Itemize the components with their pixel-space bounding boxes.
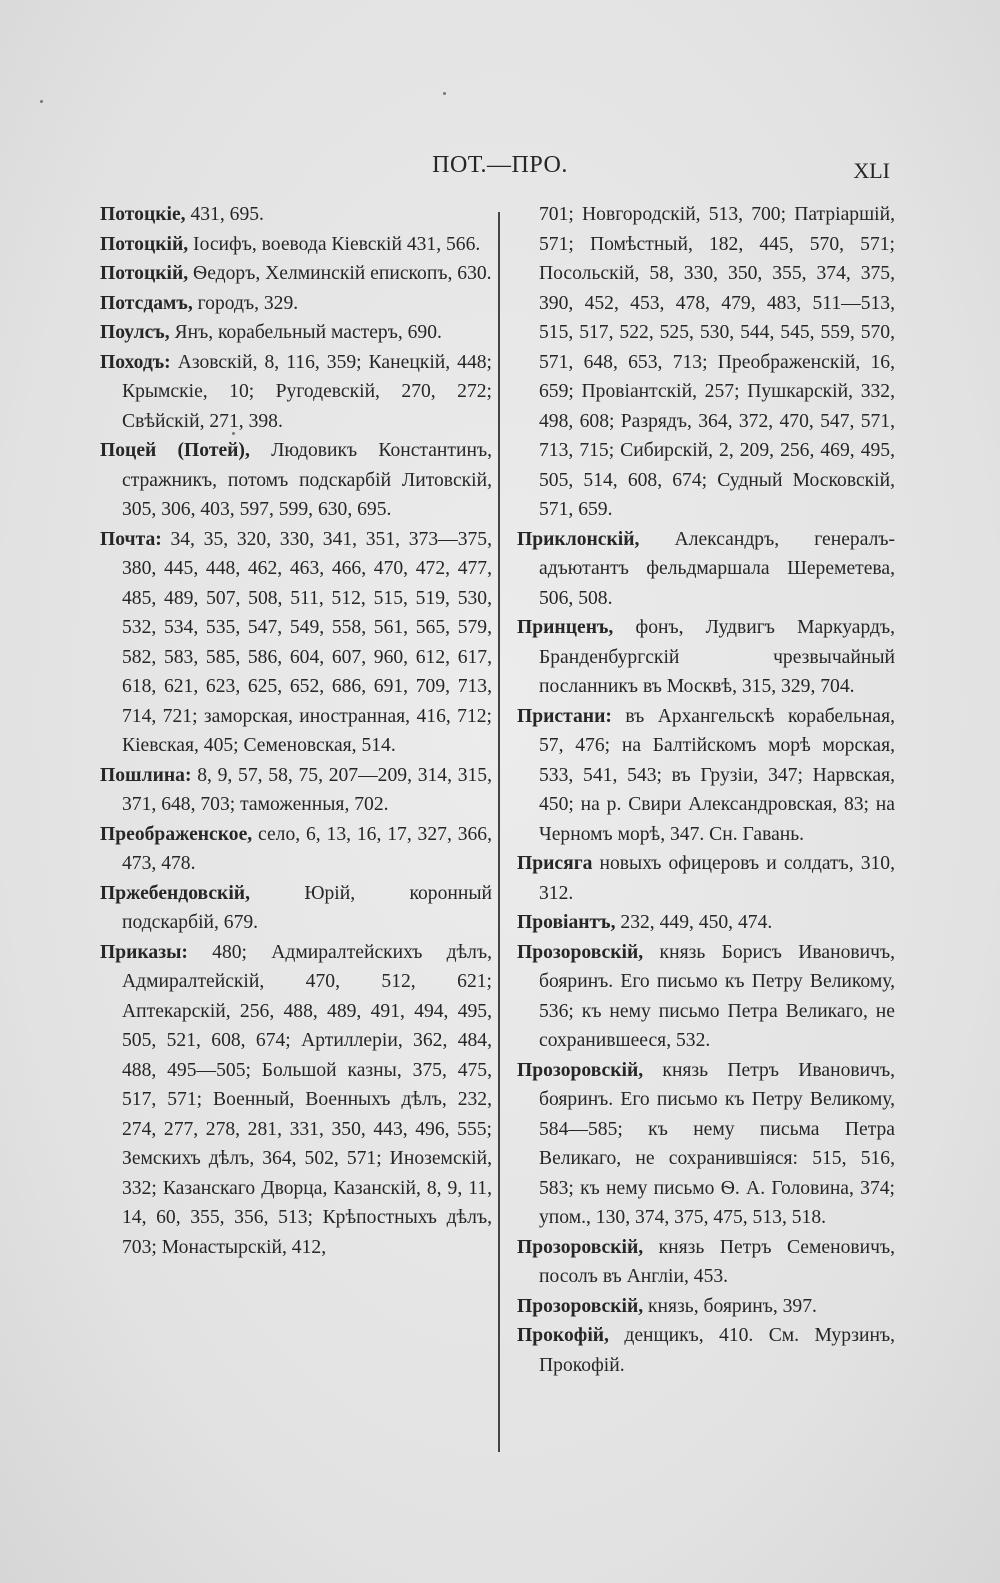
entry-text: князь Борисъ Ивановичъ, бояринъ. Его письмо къ Петру Великому, 536; къ нему письмо Петра Великаго, не сохранившееся, 532.	[539, 941, 895, 1051]
entry-headword: Присяга	[517, 853, 593, 874]
entry-text: въ Архангельскѣ корабельная, 57, 476; на Балтійскомъ морѣ морская, 533, 541, 543; въ Грузіи, 347; Нарвская, 450; на р. Свири Александровская, 83; на Черномъ морѣ, 347. Сн. Гавань.	[539, 705, 895, 845]
index-entry	[100, 289, 492, 319]
index-entry	[100, 436, 492, 525]
page-number: XLI	[853, 158, 890, 183]
entry-text: Ѳедоръ, Хелминскій епископъ, 630.	[188, 263, 492, 284]
left-column	[100, 200, 492, 1262]
index-entry	[100, 820, 492, 879]
index-entry	[517, 702, 895, 850]
index-entry	[517, 908, 895, 938]
entry-headword: Приказы:	[100, 941, 188, 963]
index-entry	[517, 849, 895, 908]
entry-text: Юрій, коронный подскарбій, 679.	[122, 882, 492, 933]
entry-headword: Преображенское,	[100, 823, 253, 845]
entry-headword: Приклонскій,	[517, 528, 640, 550]
right-column	[517, 200, 895, 1380]
index-entry	[100, 938, 492, 1263]
entry-text: 232, 449, 450, 474.	[615, 912, 773, 933]
entry-headword: Прозоровскій,	[517, 1295, 644, 1317]
entry-text: Азовскій, 8, 116, 359; Канецкій, 448; Крымскіе, 10; Ругодевскій, 270, 272; Свѣйскій, 271, 398.	[122, 351, 492, 432]
index-entry	[100, 318, 492, 348]
index-entry	[517, 938, 895, 1056]
entry-headword: Провіантъ,	[517, 912, 616, 933]
index-entry	[517, 525, 895, 614]
entry-headword: Прозоровскій,	[517, 941, 644, 963]
entry-text: 8, 9, 57, 58, 75, 207—209, 314, 315, 371, 648, 703; таможенныя, 702.	[122, 764, 492, 815]
entry-text: новыхъ офицеровъ и солдатъ, 310, 312.	[539, 853, 895, 904]
entry-text: 34, 35, 320, 330, 341, 351, 373—375, 380, 445, 448, 462, 463, 466, 470, 472, 477, 485, 489, 507, 508, 511, 512, 515, 519, 530, 532, 534, 535, 547, 549, 558, 561, 565, 579, 582, 583, 585, 586, 604, 607, 960, 612, 617, 618, 621, 623, 625, 652, 686, 691, 709, 713, 714, 721; заморская, иностранная, 416, 712; Кіевская, 405; Семеновская, 514.	[122, 528, 492, 756]
entry-headword: Походъ:	[100, 351, 171, 373]
entry-text: село, 6, 13, 16, 17, 327, 366, 473, 478.	[122, 823, 492, 874]
index-entry	[517, 613, 895, 702]
entry-headword: Потоцкій,	[100, 263, 189, 284]
paper-speck	[40, 100, 43, 103]
entry-headword: Пошлина:	[100, 764, 192, 786]
entry-text: князь Петръ Ивановичъ, бояринъ. Его письмо къ Петру Великому, 584—585; къ нему письма Петра Великаго, не сохранившіяся: 515, 516, 583; къ нему письмо Ѳ. А. Головина, 374; упом., 130, 374, 375, 475, 513, 518.	[539, 1059, 895, 1228]
entry-text: Янъ, корабельный мастеръ, 690.	[169, 322, 442, 343]
entry-headword: Потоцкіе,	[100, 204, 186, 225]
index-entry	[517, 1233, 895, 1292]
index-entry	[100, 761, 492, 820]
entry-text: денщикъ, 410. См. Мурзинъ, Прокофій.	[539, 1325, 895, 1376]
entry-headword: Прокофій,	[517, 1325, 609, 1346]
index-entry	[517, 1056, 895, 1233]
index-entry	[100, 879, 492, 938]
entry-headword: Прозоровскій,	[517, 1236, 644, 1258]
entry-text: Іосифъ, воевода Кіевскій 431, 566.	[188, 233, 481, 255]
index-entry	[100, 230, 492, 260]
entry-text: Людовикъ Константинъ, стражникъ, потомъ подскарбій Литовскій, 305, 306, 403, 597, 599, 630, 695.	[122, 440, 492, 520]
entry-text: 701; Новгородскій, 513, 700; Патріаршій, 571; Помѣстный, 182, 445, 570, 571; Посольскій, 58, 330, 350, 355, 374, 375, 390, 452, 453, 478, 479, 483, 511—513, 515, 517, 522, 525, 530, 544, 545, 559, 570, 571, 648, 653, 713; Преображенскій, 16, 659; Провіантскій, 257; Пушкарскій, 332, 498, 608; Разрядъ, 364, 372, 470, 547, 571, 713, 715; Сибирскій, 2, 209, 256, 469, 495, 505, 514, 608, 674; Судный Московскій, 571, 659.	[539, 204, 895, 520]
entry-headword: Потоцкій,	[100, 233, 189, 255]
entry-text: 480; Адмиралтейскихъ дѣлъ, Адмиралтейскій, 470, 512, 621; Аптекарскій, 256, 488, 489, 491, 494, 495, 505, 521, 608, 674; Артиллеріи, 362, 484, 488, 495—505; Большой казны, 375, 475, 517, 571; Военный, Военныхъ дѣлъ, 232, 274, 277, 278, 281, 331, 350, 443, 496, 555; Земскихъ дѣлъ, 364, 502, 571; Иноземскій, 332; Казанскаго Дворца, Казанскій, 8, 9, 11, 14, 60, 355, 356, 513; Крѣпостныхъ дѣлъ, 703; Монастырскій, 412,	[122, 941, 492, 1258]
index-entry	[100, 348, 492, 437]
paper-speck	[443, 92, 446, 95]
entry-headword: Пристани:	[517, 705, 612, 727]
index-entry	[517, 200, 895, 525]
entry-text: князь, бояринъ, 397.	[643, 1295, 817, 1317]
entry-headword: Принценъ,	[517, 617, 614, 638]
entry-text: 431, 695.	[185, 204, 264, 225]
index-entry	[100, 200, 492, 230]
index-entry	[517, 1292, 895, 1322]
index-entry	[517, 1321, 895, 1380]
entry-text: фонъ, Лудвигъ Маркуардъ, Бранденбургскій чрезвычайный посланникъ въ Москвѣ, 315, 329, 704.	[539, 617, 895, 697]
entry-headword: Потсдамъ,	[100, 292, 193, 314]
entry-headword: Прозоровскій,	[517, 1059, 644, 1081]
index-entry	[100, 259, 492, 289]
entry-headword: Поулсъ,	[100, 322, 170, 343]
entry-text: князь Петръ Семеновичъ, посолъ въ Англіи, 453.	[539, 1236, 895, 1287]
entry-headword: Почта:	[100, 528, 162, 550]
entry-headword: Поцей (Потей),	[100, 440, 250, 461]
entry-text: городъ, 329.	[192, 292, 299, 314]
column-divider	[498, 212, 500, 1452]
running-header: ПОТ.—ПРО.	[432, 152, 568, 178]
entry-headword: Пржебендовскій,	[100, 882, 250, 904]
index-entry	[100, 525, 492, 761]
entry-text: Александръ, генералъ-адъютантъ фельдмаршала Шереметева, 506, 508.	[539, 528, 895, 609]
